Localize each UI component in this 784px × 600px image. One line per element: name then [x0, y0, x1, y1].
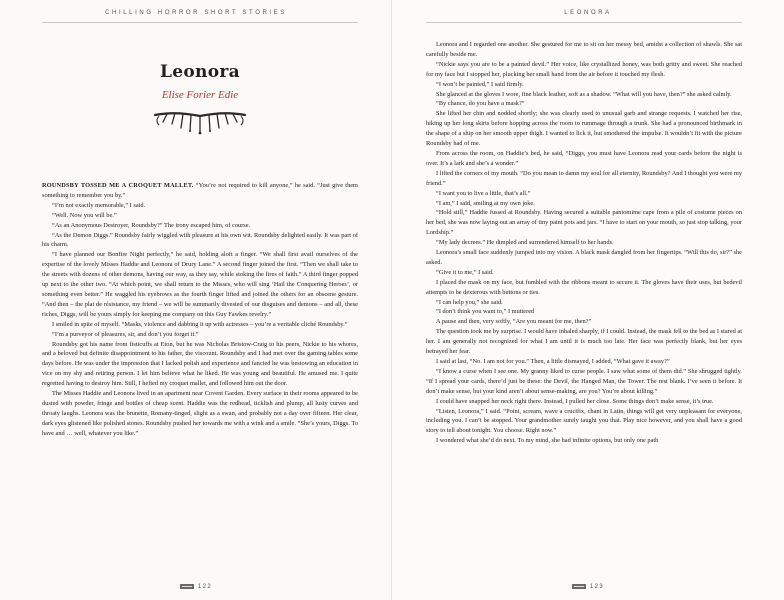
right-body-text	[426, 40, 742, 446]
paragraph: “I am,” I said, smiling at my own joke.	[436, 199, 535, 207]
running-head-right: LEONORA	[564, 10, 612, 16]
paragraph: “I won’t be painted,” I said firmly.	[436, 80, 524, 88]
folio-ornament-icon	[180, 584, 194, 589]
paragraph: The question took me by surprise. I would have inhaled sharply, if I could. Instead, the mask fell to the bed as I stared at her. I am generally not recognized for what I am until it is much too late. Her face was perfectly blank, but her eyes betrayed her fear.	[426, 328, 742, 356]
paragraph: The Misses Haddie and Leonora lived in an apartment near Covent Garden. Every surface in their rooms appeared to be dusted with powder, fringe and bottles of cheap scent. Haddie was the redhead, ticklish and plump, all lusty curves and throaty laughs. Leonora was the brunette, Romany-tinged, slight as a swan, and probably not a day over fifteen. Her clear, dark eyes glistened like polished stones. Roundsby pushed her towards me with a wink and a smile. “She’s yours, Diggs. To have and … well, whatever you like.”	[42, 390, 358, 437]
paragraph: “My lady decrees.” He dimpled and surrendered himself to her hands.	[436, 239, 614, 247]
paragraph: Leonora’s small face suddenly jumped into my vision. A black mask dangled from her fingertips. “Will this do, sir?” she asked.	[426, 249, 742, 266]
paragraph: I wondered what she’d do next. To my mind, she had infinite options, but only one path	[436, 437, 659, 445]
folio-ornament-icon	[572, 584, 586, 589]
page-number-right: 123	[392, 584, 784, 590]
header-rule-right	[426, 22, 742, 23]
paragraph: I could have snapped her neck right there. Instead, I pulled her close. Some things don’t make sense, it’s true.	[436, 397, 714, 405]
paragraph: “Listen, Leonora,” I said. “Point, scream, wave a crucifix, chant in Latin, things will get very unpleasant for everyone, including you. I can’t be stopped. Your grandmother surely taught you that. Play nice however, and you shall have a good story to tell about tonight. You choose. Right now.”	[426, 407, 742, 435]
paragraph: “By chance, do you have a mask?”	[436, 100, 525, 108]
thorn-vine-ornament-icon	[145, 109, 255, 135]
paragraph: “As the Demon Diggs.” Roundsby fairly wiggled with pleasure at his own wit. Roundsby delighted easily. It was part of his charm.	[42, 231, 358, 249]
paragraph: “I know a curse when I see one. My granny liked to curse people. I saw what some of them did.” She shrugged tightly. “If I spread your cards, there’d just be these: the Devil, the Hanged Man, the Tower. The rest blank. I’ve seen it before. It don’t make sense, but your kind aren’t about sense-making, are you? You’re about killing.”	[426, 367, 742, 395]
lead-in: ROUNDSBY TOSSED ME A CROQUET MALLET.	[42, 182, 194, 189]
paragraph: I said at last, “No. I am not for you.” Then, a little dismayed, I added, “What gave it away?”	[436, 358, 670, 365]
author-byline: Elise Forier Edie	[161, 89, 239, 101]
paragraph: I placed the mask on my face, but fumbled with the ribbons meant to secure it. The gloves have their uses, but bedevil attempts to be dexterous with buttons or ties.	[426, 278, 742, 296]
paragraph: Roundsby got his name from fisticuffs at Eton, but he was Nicholas Bristow-Craig to his peers, Nickie to his whores, and a beloved but definite disappointment to his father, the viscount. Roundsby and I had met over the gaming tables some days before. He was under the impression that I lacked polish and experience and fancied he was bestowing an education in vice on my shy and retiring person. I let him believe what he liked. He was young and beautiful. He amused me. I quite regretted having to destroy him. Still, I hefted my croquet mallet, and followed him out the door.	[42, 340, 358, 388]
paragraph: “I want you to live a little, that’s all.”	[436, 189, 531, 197]
paragraph: She glanced at the gloves I wore, fine black leather, soft as a shadow. “What will you have, then?” she asked calmly.	[436, 90, 732, 98]
paragraph: She lifted her chin and nodded shortly; she was clearly used to unusual garb and strange requests. I watched her rise, hiking up her long skirts before hopping across the room to rummage through a trunk. She had a pronounced birthmark in the shape of a ship on her smooth upper thigh. I wanted to lick it, but smothered the impulse. It wouldn’t fit with the picture Roundsby had of me.	[426, 110, 742, 148]
paragraph: “Hold still,” Haddie fussed at Roundsby. Having secured a suitable pantomime cape from a pile of costume pieces on her bed, she was now laying out an array of tiny paint pots and jars. “I have to start on your mouth, so just stop talking, your Lordship.”	[426, 209, 742, 237]
page-number-left: 122	[0, 584, 392, 590]
paragraph: “Give it to me,” I said.	[436, 268, 494, 276]
paragraph	[42, 181, 358, 201]
paragraph: “I’m not exactly memorable,” I said.	[52, 201, 146, 209]
paragraph: From across the room, on Haddie’s bed, he said, “Diggs, you must have Leonora read your cards before the night is over. It’s a lark and she’s a wonder.”	[426, 149, 742, 167]
right-page	[392, 0, 784, 600]
paragraph: “As an Anonymous Destroyer, Roundsby?” The irony escaped him, of course.	[52, 221, 251, 229]
paragraph: I smiled in spite of myself. “Masks, violence and dabbing it up with actresses – you’re a veritable cliché Roundsby.”	[52, 320, 348, 328]
paragraph: “I can help you,” she said.	[436, 298, 503, 306]
paragraph: A pause and then, very softly, “Are you meant for me, then?”	[436, 318, 592, 326]
paragraph: “Well. Now you will be.”	[52, 211, 117, 219]
paragraph: “I have planned our Bonfire Night perfectly,” he said, holding aloft a finger. “We shall first avail ourselves of the expertise of the lovely Misses Haddie and Leonora of Drury Lane.” A second finger joined the first. “Then we shall take to the streets with dozens of other demons, having our way, as they say, while stoking the fires of faith.” A third finger popped up next to the other two. “At which point, we shall return to the Misses, who will sing ‘Hail the Conquering Heroes’, or something even better.” He waggled his eyebrows as the fourth finger lifted and joined the others for an obscene gesture. “And then – the plat de résistance, my friend – we will be summarily divested of our disguises and demons – and all, these riches, Diggs, will be yours simply for keeping me company on this Guy Fawkes revelry.”	[42, 251, 358, 318]
paragraph: “I’m a purveyor of pleasures, sir, and don’t you forget it.”	[52, 330, 199, 338]
title-block	[42, 62, 358, 135]
paragraph: “Nickie says you are to be a painted devil.” Her voice, like crystallized honey, was both gritty and sweet. She reached for my face but I stopped her, plucking her small hand from the air before it touched my flesh.	[426, 60, 742, 78]
paragraph: I lifted the corners of my mouth. “Do you mean to damn my soul for all eternity, Roundsby? And I thought you were my friend.”	[426, 169, 742, 187]
lead-rest: “You’re not required to kill anyone,” he said. “Just give them something to remember you by.”	[42, 182, 358, 199]
paragraph: Leonora and I regarded one another. She gestured for me to sit on her messy bed, amidst a collection of shawls. She sat carefully beside me.	[426, 41, 742, 58]
header-rule-left	[42, 22, 358, 23]
running-head-left: CHILLING HORROR SHORT STORIES	[105, 10, 287, 16]
story-title: Leonora	[160, 62, 240, 82]
paragraph: “I don’t think you want to,” I muttered	[436, 308, 535, 316]
left-body-text	[42, 181, 358, 439]
